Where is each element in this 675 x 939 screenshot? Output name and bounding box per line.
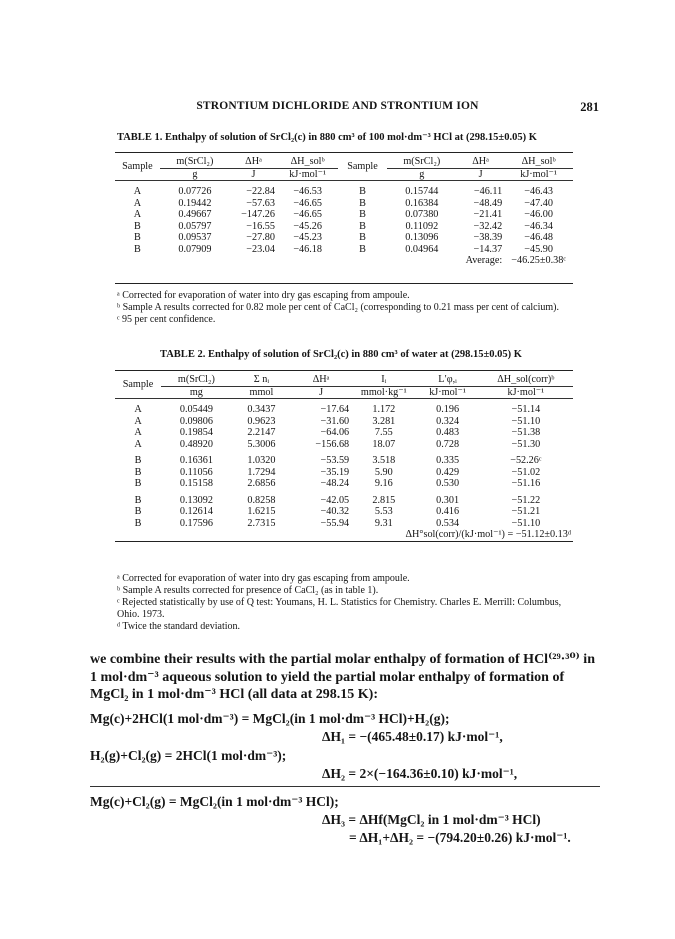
t2-col-l: L′φ,ᵢ — [438, 374, 457, 385]
cell: 0.11092 — [405, 220, 439, 232]
cell: B — [134, 466, 142, 478]
table-row — [115, 221, 573, 233]
cell: 2.815 — [372, 494, 396, 506]
cell: 0.19854 — [179, 427, 213, 438]
cell: 0.16384 — [405, 197, 439, 209]
summary-row — [115, 529, 573, 541]
cell: 0.17596 — [179, 517, 213, 529]
table-row — [115, 416, 573, 428]
t1-unit-mass-2: g — [387, 168, 457, 181]
cell: −16.55 — [246, 220, 275, 232]
summary-value: ΔH°sol(corr)/(kJ·mol⁻¹) = −51.12±0.13ᵈ — [405, 529, 571, 540]
cell: B — [359, 243, 366, 255]
cell: −17.64 — [320, 404, 350, 415]
cell: 0.3437 — [247, 404, 276, 415]
cell: 1.7294 — [247, 466, 276, 478]
t2-unit-sumn: mmol — [232, 386, 291, 399]
cell: A — [134, 404, 142, 415]
cell: 0.48920 — [179, 438, 213, 450]
cell: B — [134, 494, 142, 506]
cell: B — [359, 209, 366, 220]
running-header — [0, 100, 675, 116]
cell: −32.42 — [473, 220, 503, 232]
cell: −46.48 — [524, 232, 553, 243]
cell: A — [133, 197, 142, 209]
cell: 5.90 — [374, 466, 393, 478]
table-row — [115, 455, 573, 467]
cell: 0.07380 — [405, 209, 439, 220]
cell: −14.37 — [473, 243, 503, 255]
t1-col-sample: Sample — [122, 160, 153, 172]
t1-col-dhsol: ΔH_solᵇ — [290, 156, 325, 167]
table2-footnotes — [117, 573, 577, 633]
equation-line: H₂(g)+Cl₂(g) = 2HCl(1 mol·dm⁻³); — [90, 748, 287, 763]
t2-unit-l: kJ·mol⁻¹ — [416, 386, 478, 399]
cell: 0.534 — [436, 517, 460, 529]
cell: −22.84 — [246, 186, 275, 197]
cell: −27.80 — [246, 232, 275, 243]
equation-line: ΔH₂ = 2×(−164.36±0.10) kJ·mol⁻¹, — [322, 766, 518, 781]
cell: B — [134, 506, 142, 517]
cell: −57.63 — [246, 197, 275, 209]
cell: −51.38 — [511, 427, 541, 438]
equation-line: Mg(c)+Cl₂(g) = MgCl₂(in 1 mol·dm⁻³ HCl); — [90, 794, 339, 809]
cell: 0.11056 — [180, 466, 213, 478]
cell: 0.416 — [436, 506, 460, 517]
cell: A — [133, 209, 142, 220]
cell: 9.31 — [374, 517, 393, 529]
cell: 0.09806 — [179, 415, 213, 427]
cell: 3.518 — [372, 455, 396, 466]
cell: −46.65 — [293, 209, 322, 220]
cell: 0.196 — [436, 404, 460, 415]
cell: −45.90 — [524, 243, 553, 255]
footnote: ᵇ Sample A results corrected for 0.82 mole per cent of CaCl₂ (corresponding to 0.21 mass per cent of calcium). — [117, 302, 560, 313]
cell: −64.06 — [320, 427, 350, 438]
cell: −45.26 — [293, 220, 322, 232]
equation-line: ΔH₁ = −(465.48±0.17) kJ·mol⁻¹, — [322, 729, 503, 744]
cell: −38.39 — [473, 232, 503, 243]
cell: 1.6215 — [247, 506, 276, 517]
equation-divider — [90, 786, 600, 787]
cell: A — [134, 438, 142, 450]
cell: −46.53 — [293, 186, 322, 197]
cell: −51.10 — [511, 415, 541, 427]
average-row — [115, 255, 573, 267]
cell: −48.49 — [473, 197, 503, 209]
cell: 0.728 — [436, 438, 460, 450]
t2-unit-mass: mg — [161, 386, 232, 399]
equation-line: = ΔH₁+ΔH₂ = −(794.20±0.26) kJ·mol⁻¹. — [349, 830, 571, 845]
t2-col-dh: ΔHᵃ — [312, 374, 330, 385]
table-row — [115, 439, 573, 451]
cell: 0.335 — [436, 455, 460, 466]
cell: 7.55 — [374, 427, 393, 438]
cell: 0.429 — [436, 466, 460, 478]
cell: 0.09537 — [178, 232, 212, 243]
t2-col-sumn: Σ nᵢ — [253, 374, 270, 385]
cell: −21.41 — [473, 209, 503, 220]
t1-unit-dh: J — [230, 168, 277, 181]
cell: −46.00 — [524, 209, 553, 220]
cell: 1.172 — [372, 404, 396, 415]
t1-unit-mass: g — [160, 168, 230, 181]
t2-unit-dhsol: kJ·mol⁻¹ — [479, 386, 573, 399]
cell: B — [134, 517, 142, 529]
t2-unit-dh: J — [291, 386, 351, 399]
cell: −52.26ᶜ — [510, 455, 542, 466]
cell: 0.15744 — [405, 186, 439, 197]
cell: −51.02 — [511, 466, 541, 478]
cell: 0.13092 — [179, 494, 213, 506]
cell: 18.07 — [372, 438, 396, 450]
cell: 0.301 — [436, 494, 460, 506]
cell: 0.07909 — [178, 243, 212, 255]
cell: −42.05 — [320, 494, 350, 506]
table-row — [115, 198, 573, 210]
cell: 0.07726 — [178, 186, 212, 197]
table-row — [115, 495, 573, 507]
cell: 0.04964 — [405, 243, 439, 255]
cell: 2.2147 — [247, 427, 276, 438]
cell: 0.05449 — [179, 404, 213, 415]
t1-col-mass-2: m(SrCl₂) — [403, 156, 441, 167]
cell: −46.11 — [473, 186, 503, 197]
cell: −55.94 — [320, 517, 350, 529]
table1 — [115, 152, 573, 267]
table1-footnotes — [117, 290, 575, 326]
cell: −46.34 — [524, 220, 553, 232]
cell: 0.15158 — [179, 478, 213, 489]
footnote: ᵃ Corrected for evaporation of water into dry gas escaping from ampoule. — [117, 290, 410, 301]
cell: −47.40 — [524, 197, 553, 209]
cell: 0.19442 — [178, 197, 212, 209]
cell: 5.3006 — [247, 438, 276, 450]
cell: −51.16 — [511, 478, 541, 489]
cell: 5.53 — [374, 506, 393, 517]
t1-col-dh-2: ΔHᵃ — [472, 156, 489, 167]
cell: 0.8258 — [247, 494, 276, 506]
footnote: ᵈ Twice the standard deviation. — [117, 621, 241, 632]
body-paragraph: we combine their results with the partial molar enthalpy of formation of HCl⁽²⁹·³⁰⁾ in 1 mol·dm⁻³ aqueous solution to yield the partial molar enthalpy of formation of MgCl₂ in 1 mol·dm⁻³ HCl (all data at 298.15 K): — [90, 652, 595, 702]
cell: −53.59 — [320, 455, 350, 466]
t1-col-sample-2: Sample — [347, 160, 378, 172]
cell: −51.30 — [511, 438, 541, 450]
cell: B — [134, 455, 142, 466]
cell: 0.16361 — [179, 455, 213, 466]
cell: 2.6856 — [247, 478, 276, 489]
cell: 2.7315 — [247, 517, 276, 529]
cell: −46.18 — [293, 243, 322, 255]
t2-col-sample: Sample — [122, 378, 154, 390]
cell: B — [359, 232, 366, 243]
table2-caption: TABLE 2. Enthalpy of solution of SrCl₂(c) in 880 cm³ of water at (298.15±0.05) K — [160, 349, 522, 360]
footnote: ᵃ Corrected for evaporation of water into dry gas escaping from ampoule. — [117, 573, 410, 584]
cell: 9.16 — [374, 478, 393, 489]
table-row — [115, 404, 573, 416]
table-row — [115, 232, 573, 244]
running-title: STRONTIUM DICHLORIDE AND STRONTIUM ION — [196, 100, 479, 112]
equation-line: ΔH₃ = ΔHf(MgCl₂ in 1 mol·dm⁻³ HCl) — [322, 812, 541, 827]
cell: 0.49667 — [178, 209, 212, 220]
average-value: −46.25±0.38ᶜ — [511, 255, 566, 266]
page-number: 281 — [580, 100, 599, 114]
t1-unit-dhsol-2: kJ·mol⁻¹ — [504, 168, 573, 181]
cell: −51.10 — [511, 517, 541, 529]
cell: −46.65 — [293, 197, 322, 209]
cell: −156.68 — [315, 438, 350, 450]
cell: B — [359, 186, 366, 197]
t2-col-dhsol: ΔH_sol(corr)ᵇ — [497, 374, 555, 385]
cell: B — [133, 243, 141, 255]
cell: B — [134, 478, 142, 489]
cell: B — [359, 197, 366, 209]
table-row — [115, 518, 573, 530]
cell: −45.23 — [293, 232, 322, 243]
cell: −147.26 — [241, 209, 275, 220]
cell: 0.05797 — [178, 220, 212, 232]
cell: −48.24 — [320, 478, 350, 489]
t1-unit-dhsol: kJ·mol⁻¹ — [277, 168, 338, 181]
t1-unit-dh-2: J — [457, 168, 504, 181]
t1-col-dhsol-2: ΔH_solᵇ — [521, 156, 556, 167]
cell: 0.530 — [436, 478, 460, 489]
t2-col-mass: m(SrCl₂) — [177, 374, 215, 385]
cell: 0.13096 — [405, 232, 439, 243]
cell: B — [359, 220, 366, 232]
cell: 0.9623 — [247, 415, 276, 427]
t1-col-mass: m(SrCl₂) — [176, 156, 214, 167]
table2 — [115, 370, 573, 543]
t1-col-dh: ΔHᵃ — [245, 156, 262, 167]
cell: B — [133, 220, 141, 232]
table-row — [115, 478, 573, 490]
cell: 0.12614 — [179, 506, 213, 517]
footnote: ᶜ Rejected statistically by use of Q test: Youmans, H. L. Statistics for Chemistry. Charles E. Merrill: Columbus, Ohio. 1973. — [117, 597, 562, 620]
t2-col-i: Iᵢ — [381, 374, 387, 385]
cell: A — [133, 186, 142, 197]
footnote: ᵇ Sample A results corrected for presence of CaCl₂ (as in table 1). — [117, 585, 379, 596]
cell: 0.483 — [436, 427, 460, 438]
table-row — [115, 506, 573, 518]
table-row — [115, 244, 573, 256]
cell: −51.21 — [511, 506, 541, 517]
footnote: ᶜ 95 per cent confidence. — [117, 314, 216, 325]
table1-caption: TABLE 1. Enthalpy of solution of SrCl₂(c) in 880 cm³ of 100 mol·dm⁻³ HCl at (298.15±0.05) K — [117, 132, 537, 143]
cell: 1.0320 — [247, 455, 276, 466]
cell: −51.14 — [511, 404, 541, 415]
table2-bottom-rule — [115, 541, 573, 543]
table1-bottom-rule — [115, 283, 573, 284]
equation-line: Mg(c)+2HCl(1 mol·dm⁻³) = MgCl₂(in 1 mol·dm⁻³ HCl)+H₂(g); — [90, 711, 450, 726]
cell: −35.19 — [320, 466, 350, 478]
cell: −23.04 — [246, 243, 275, 255]
cell: A — [134, 415, 142, 427]
cell: 0.324 — [436, 415, 460, 427]
t2-unit-i: mmol·kg⁻¹ — [351, 386, 416, 399]
cell: −46.43 — [524, 186, 553, 197]
cell: −31.60 — [320, 415, 350, 427]
table-row — [115, 186, 573, 198]
table-row — [115, 209, 573, 221]
average-label: Average: — [465, 255, 503, 266]
cell: 3.281 — [372, 415, 396, 427]
table-row — [115, 467, 573, 479]
cell: B — [133, 232, 141, 243]
table-row — [115, 427, 573, 439]
cell: −51.22 — [511, 494, 541, 506]
cell: A — [134, 427, 142, 438]
cell: −40.32 — [320, 506, 350, 517]
